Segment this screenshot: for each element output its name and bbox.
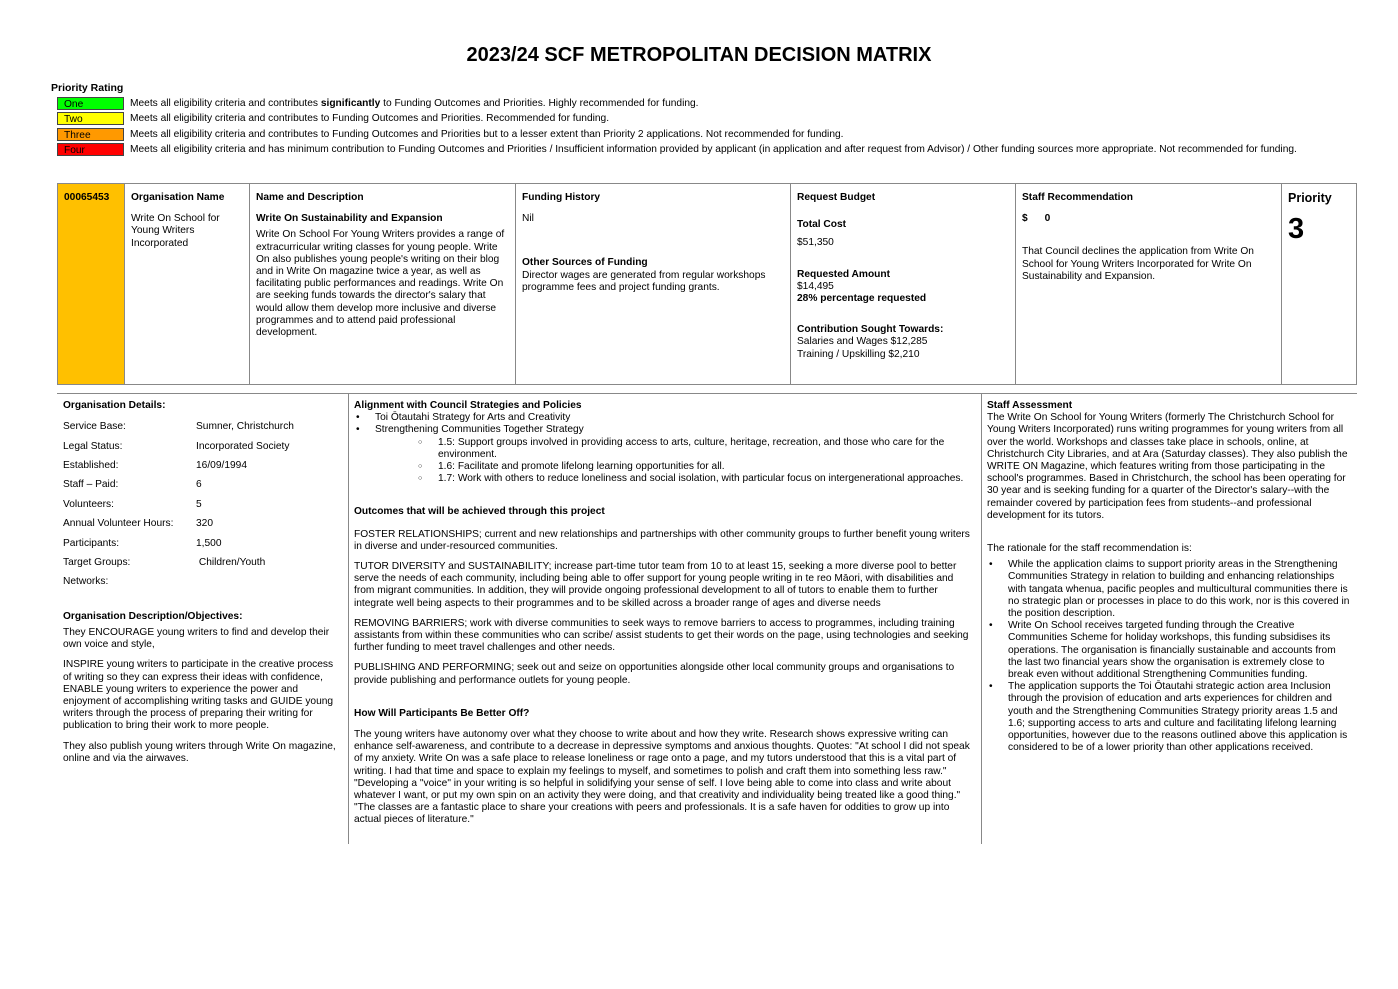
better-off-text: The young writers have autonomy over what they choose to write about and how they write. Research shows expressive writing can enhance self-awareness, and contribute to a decrease in depressive symptoms and anxious thoughts. Quotes: "At school I did not speak of my anxiety. Write On was a safe place to release loneliness or rage onto a page, and my tutors understood that this is a vital part of writing. I had that time and space to explain my feelings to myself, and sometimes to polish and craft them into something less raw." "Developing a "voice" in your writing is so helpful in solidifying your sense of self. I love being able to come into class and write about whatever I want, or put my own spin on an activity they were doing, and that creativity and individuality being treated like a good thing." "The classes are a fantastic place to share your creations with peers and professionals. It is a safe haven for oddities to grow up into actual pieces of literature." bbox=[354, 729, 970, 826]
contribution-item: Salaries and Wages $12,285 bbox=[797, 336, 928, 348]
priority-header: Priority bbox=[1288, 191, 1332, 205]
detail-row bbox=[63, 441, 343, 460]
application-id: 00065453 bbox=[58, 184, 125, 384]
page-title: 2023/24 SCF METROPOLITAN DECISION MATRIX bbox=[466, 44, 932, 66]
priority-level-chip: Four bbox=[57, 143, 124, 156]
percentage-requested: 28% percentage requested bbox=[797, 293, 927, 305]
priority-level-chip: Two bbox=[57, 112, 124, 125]
priority-level-chip: Three bbox=[57, 128, 124, 141]
priority-level-text: Meets all eligibility criteria and has minimum contribution to Funding Outcomes and Priorities / Insufficient information provided by applicant (in application and after request from Advisor) / Other funding sources more appropriate. Not recommended for funding. bbox=[130, 144, 1297, 155]
detail-label: Established: bbox=[63, 459, 119, 471]
better-off-heading: How Will Participants Be Better Off? bbox=[354, 707, 530, 719]
column-divider bbox=[348, 394, 349, 844]
staff-recommendation-header: Staff Recommendation bbox=[1022, 192, 1133, 203]
priority-level-chip: One bbox=[57, 97, 124, 110]
detail-row bbox=[63, 479, 343, 498]
strategy-item: • Toi Ōtautahi Strategy for Arts and Creativity bbox=[354, 412, 976, 424]
detail-value: 6 bbox=[196, 479, 202, 491]
detail-value: 320 bbox=[196, 518, 213, 530]
contribution-label: Contribution Sought Towards: bbox=[797, 324, 944, 336]
funding-history-value: Nil bbox=[522, 213, 534, 225]
strategy-list bbox=[354, 412, 976, 436]
staff-assessment bbox=[987, 400, 1352, 754]
detail-label: Legal Status: bbox=[63, 440, 123, 452]
name-description-header: Name and Description bbox=[256, 192, 364, 203]
application-summary-table bbox=[57, 183, 1357, 385]
detail-row bbox=[63, 518, 343, 537]
organisation-name-header: Organisation Name bbox=[131, 192, 225, 203]
details-section bbox=[57, 393, 1357, 826]
priority-cell bbox=[1282, 184, 1358, 384]
organisation-description-heading: Organisation Description/Objectives: bbox=[63, 610, 243, 622]
rationale-item: • Write On School receives targeted funding through the Creative Communities Scheme for holiday workshops, this funding subsidises its operations. The organisation is financially sustainable and accounts from the last two financial years show the organisation is extremely close to break even without additional Strengthening Communities funding. bbox=[987, 620, 1352, 681]
rationale-item: • The application supports the Toi Ōtautahi strategic action area Inclusion through the provision of education and arts experiences for children and youth and the Strengthening Communities Strategy priority areas 1.5 and 1.6; supporting access to arts and culture and facilitating lifelong learning opportunities, however due to the reasons outlined above this application is considered to be of a lower priority than other applications received. bbox=[987, 681, 1352, 754]
detail-value: Sumner, Christchurch bbox=[196, 421, 294, 433]
organisation-details bbox=[63, 400, 343, 771]
strategy-sub-list bbox=[418, 437, 976, 486]
organisation-name: Write On School for Young Writers Incorporated bbox=[131, 213, 220, 249]
detail-value: 16/09/1994 bbox=[196, 459, 247, 471]
detail-value: 1,500 bbox=[196, 537, 222, 549]
organisation-name-cell bbox=[125, 184, 250, 384]
detail-row bbox=[63, 421, 343, 440]
requested-amount-label: Requested Amount bbox=[797, 268, 891, 280]
rationale-list bbox=[987, 559, 1352, 754]
staff-assessment-text: The Write On School for Young Writers (formerly The Christchurch School for Young Writers Incorporated) runs writing programmes for young writers from all over the world. Workshops and classes take place in schools, online, at Christchurch City Libraries, and at Ara (Saturday classes). They also publish the WRITE ON Magazine, which features writing from those participating in the school's programmes. Based in Christchurch, the school has been operating for 30 year and is seeking funding for a quarter of the Director's salary--with the remainder covered by participation fees from students--and professional development for its tutors. bbox=[987, 412, 1348, 521]
detail-label: Participants: bbox=[63, 537, 120, 549]
detail-label: Service Base: bbox=[63, 421, 126, 433]
column-divider bbox=[981, 394, 982, 844]
outcome-text: TUTOR DIVERSITY and SUSTAINABILITY; increase part-time tutor team from 10 to at least 15, seeking a more diverse pool to better serve the needs of each community, including being able to offer support for young people writing in te reo Māori, with disabilities and from migrant communities. In addition, they will provide ongoing professional development to all of tutors to enable them to further integrate well being aspects to their programmes and to be skilled across a broader range of ages and diverse needs bbox=[354, 561, 957, 609]
organisation-description-text: They also publish young writers through Write On magazine, online and via the airwaves. bbox=[63, 740, 336, 764]
detail-row bbox=[63, 499, 343, 518]
priority-level-description bbox=[130, 144, 1320, 156]
rationale-item: • While the application claims to support priority areas in the Strengthening Communities Strategy in relation to building and enhancing relationships with tangata whenua, pacific peoples and multicultural communities there is no strategic plan or processes in place to do this work, nor is this covered in the position description. bbox=[987, 559, 1352, 620]
other-sources-value: Director wages are generated from regular workshops programme fees and project funding grants. bbox=[522, 269, 766, 293]
priority-level-description bbox=[130, 98, 1320, 110]
detail-value: 5 bbox=[196, 498, 202, 510]
organisation-details-heading: Organisation Details: bbox=[63, 400, 166, 411]
priority-level-row bbox=[57, 128, 124, 141]
organisation-description-text: They ENCOURAGE young writers to find and develop their own voice and style, bbox=[63, 626, 330, 651]
priority-level-row bbox=[57, 143, 124, 156]
detail-label: Target Groups: bbox=[63, 556, 131, 568]
staff-recommendation-cell bbox=[1016, 184, 1282, 384]
detail-row bbox=[63, 576, 343, 595]
name-description-cell bbox=[250, 184, 516, 384]
strategy-item: • Strengthening Communities Together Strategy bbox=[354, 424, 976, 436]
outcome-text: PUBLISHING AND PERFORMING; seek out and seize on opportunities alongside other local community groups and organisations to provide publishing and performance outlets for young people. bbox=[354, 662, 955, 686]
contribution-item: Training / Upskilling $2,210 bbox=[797, 348, 920, 360]
detail-row bbox=[63, 538, 343, 557]
alignment-heading: Alignment with Council Strategies and Policies bbox=[354, 400, 582, 411]
requested-amount-value: $14,495 bbox=[797, 280, 834, 292]
outcome-text: FOSTER RELATIONSHIPS; current and new relationships and partnerships with other community groups to further benefit young writers in diverse and under-resourced communities. bbox=[354, 528, 970, 552]
total-cost-value: $51,350 bbox=[797, 237, 834, 249]
strategy-sub-item: ○ 1.5: Support groups involved in providing access to arts, culture, heritage, recreation, and those who care for the environment. bbox=[418, 437, 976, 461]
staff-recommendation-text: That Council declines the application from Write On School for Young Writers Incorporated for Write On Sustainability and Expansion. bbox=[1022, 246, 1254, 282]
detail-label: Staff – Paid: bbox=[63, 479, 119, 491]
priority-value: 3 bbox=[1288, 213, 1305, 246]
priority-level-row bbox=[57, 97, 124, 110]
outcome-text: REMOVING BARRIERS; work with diverse communities to seek ways to remove barriers to access to programmes, including training assistants from within these communities who can scribe/ assist students to get their words on the page, using technologies and seeking further funding to meet travel challenges and other needs. bbox=[354, 617, 969, 654]
strategy-sub-item: ○ 1.6: Facilitate and promote lifelong learning opportunities for all. bbox=[418, 461, 976, 473]
priority-level-description bbox=[130, 113, 1320, 125]
request-budget-cell bbox=[791, 184, 1016, 384]
detail-value: Incorporated Society bbox=[196, 440, 290, 452]
detail-value: Children/Youth bbox=[196, 556, 266, 568]
alignment-and-outcomes bbox=[354, 400, 976, 833]
priority-level-row bbox=[57, 112, 124, 125]
funding-history-header: Funding History bbox=[522, 192, 601, 203]
detail-label: Networks: bbox=[63, 576, 109, 588]
priority-level-text: Meets all eligibility criteria and contributes to Funding Outcomes and Priorities but to a lesser extent than Priority 2 applications. Not recommended for funding. bbox=[130, 129, 844, 140]
detail-label: Volunteers: bbox=[63, 498, 114, 510]
priority-level-emphasis: significantly bbox=[320, 98, 381, 109]
priority-level-text: Meets all eligibility criteria and contributes bbox=[130, 98, 321, 109]
organisation-description-text: INSPIRE young writers to participate in the creative process of writing so they can express their ideas with confidence, ENABLE young writers to experience the power and enjoyment of accomplishing writing tasks and GUIDE young writers through the process of preparing their writing for publication to bring their work to more people. bbox=[63, 659, 334, 732]
total-cost-label: Total Cost bbox=[797, 219, 847, 231]
priority-level-text: Meets all eligibility criteria and contributes to Funding Outcomes and Priorities. Recommended for funding. bbox=[130, 113, 610, 124]
staff-assessment-heading: Staff Assessment bbox=[987, 400, 1073, 411]
request-budget-header: Request Budget bbox=[797, 192, 876, 203]
rationale-intro: The rationale for the staff recommendation is: bbox=[987, 543, 1192, 555]
strategy-sub-item: ○ 1.7: Work with others to reduce loneliness and social isolation, with particular focus on intergenerational approaches. bbox=[418, 473, 976, 485]
detail-row bbox=[63, 557, 343, 576]
outcomes-heading: Outcomes that will be achieved through this project bbox=[354, 506, 605, 518]
priority-level-text: to Funding Outcomes and Priorities. Highly recommended for funding. bbox=[380, 98, 699, 109]
priority-rating-heading: Priority Rating bbox=[51, 82, 124, 94]
other-sources-header: Other Sources of Funding bbox=[522, 257, 648, 269]
detail-label: Annual Volunteer Hours: bbox=[63, 518, 174, 530]
project-description: Write On School For Young Writers provides a range of extracurricular writing classes for young people. Write On also publishes young people's writing on their blog and in Write On magazine twice a year, as well as facilitating public performances and readings. Write On are seeking funds towards the director's salary that would allow them develop more inclusive and diverse programmes and to attend paid professional development. bbox=[256, 229, 505, 339]
staff-recommendation-amount: $ 0 bbox=[1022, 213, 1051, 225]
project-name: Write On Sustainability and Expansion bbox=[256, 213, 443, 225]
organisation-details-list bbox=[63, 421, 343, 596]
priority-level-description bbox=[130, 129, 1320, 141]
detail-row bbox=[63, 460, 343, 479]
funding-history-cell bbox=[516, 184, 791, 384]
